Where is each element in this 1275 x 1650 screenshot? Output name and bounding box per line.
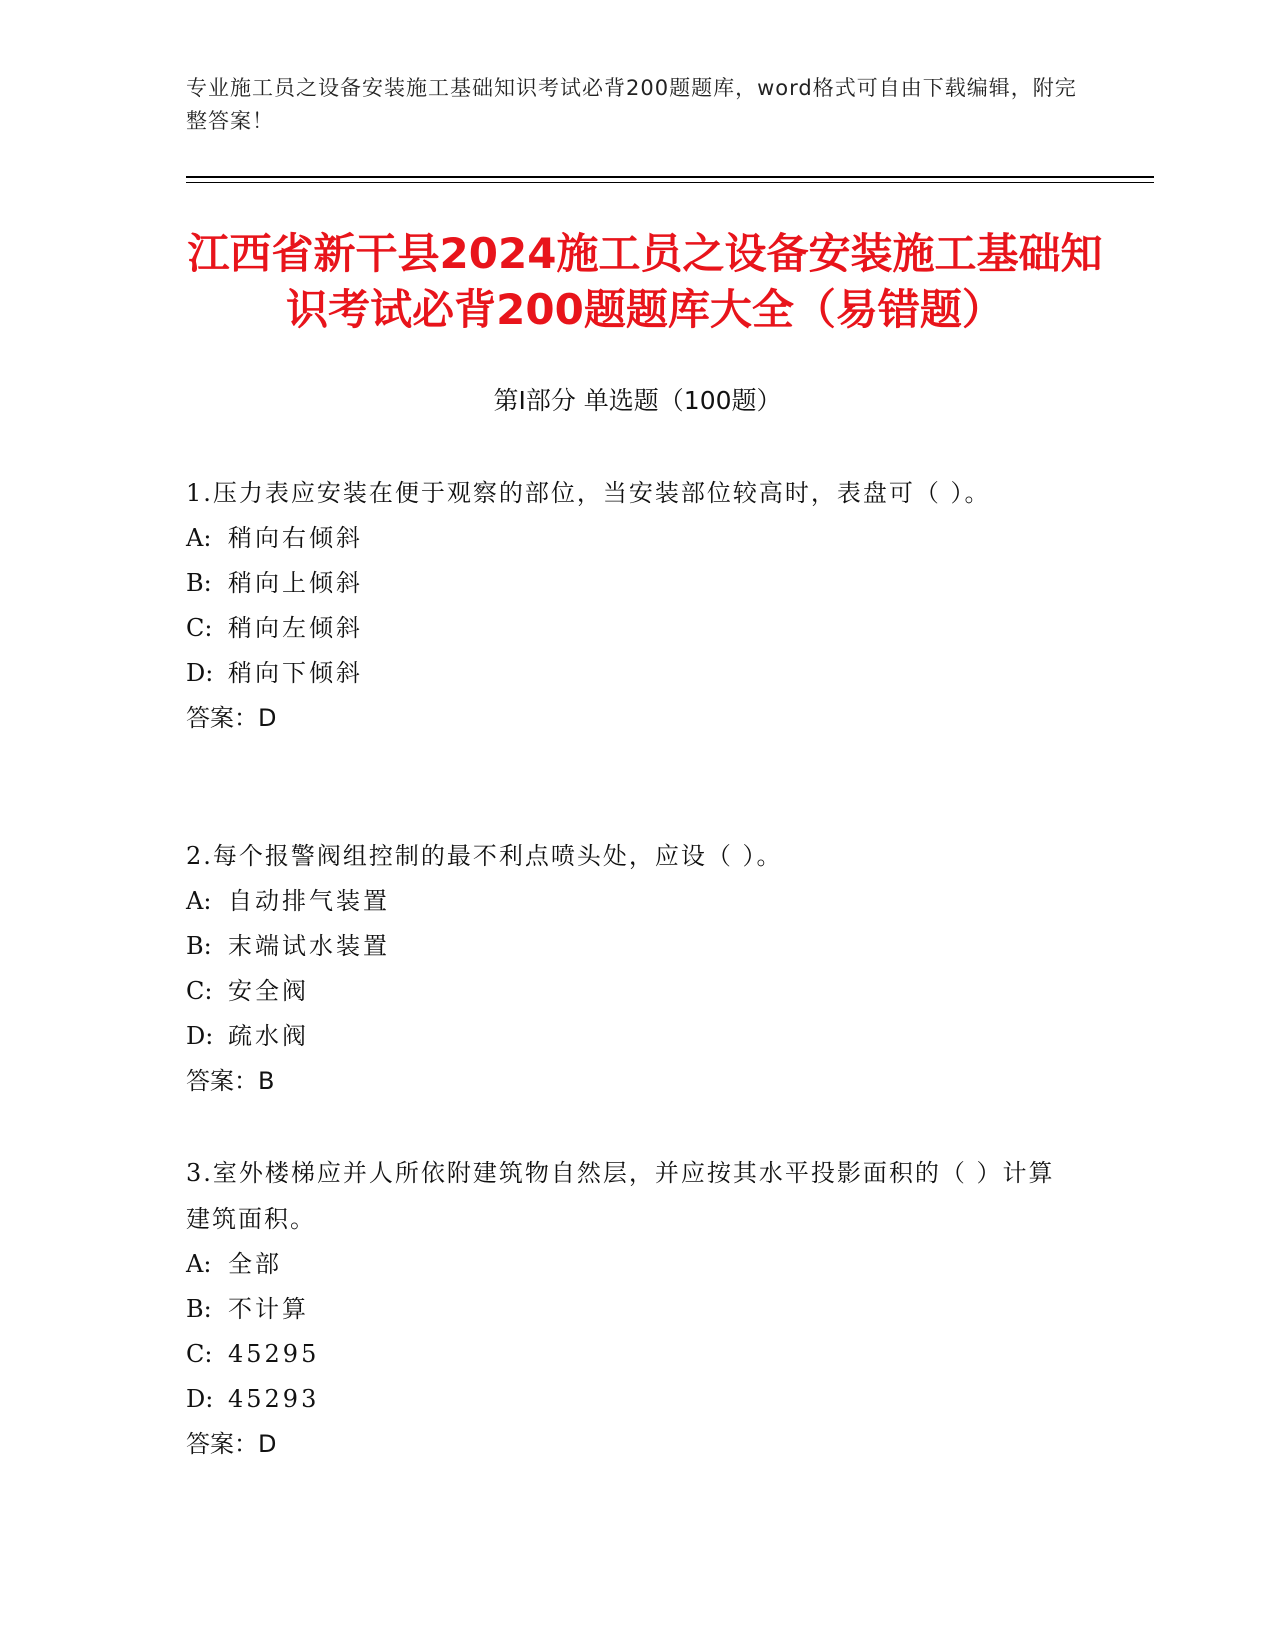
- answer-line: 答案：B: [186, 1067, 275, 1095]
- option-letter: B:: [186, 1295, 212, 1323]
- option-letter: A:: [186, 524, 212, 552]
- option-c: [186, 606, 1066, 651]
- option-letter: D:: [186, 1385, 214, 1413]
- option-letter: A:: [186, 887, 212, 915]
- option-letter: D:: [186, 1022, 214, 1050]
- question-item: [186, 833, 1066, 1104]
- option-letter: C:: [186, 614, 213, 642]
- answer-line: 答案：D: [186, 704, 277, 732]
- option-letter: D:: [186, 659, 214, 687]
- option-d: [186, 1377, 1066, 1422]
- option-letter: B:: [186, 932, 212, 960]
- question-item: [186, 470, 1066, 741]
- option-c: [186, 1332, 1066, 1377]
- question-stem: 1.压力表应安装在便于观察的部位，当安装部位较高时，表盘可（ ）。: [186, 479, 991, 507]
- option-c: [186, 969, 1066, 1014]
- option-letter: A:: [186, 1250, 212, 1278]
- header-divider-thin: [186, 182, 1154, 183]
- option-text: 稍向上倾斜: [228, 569, 363, 597]
- option-text: 不计算: [228, 1295, 309, 1323]
- option-letter: B:: [186, 569, 212, 597]
- option-text: 疏水阀: [228, 1022, 309, 1050]
- option-letter: C:: [186, 977, 213, 1005]
- option-text: 稍向左倾斜: [228, 614, 363, 642]
- option-b: [186, 1287, 1066, 1332]
- option-text: 安全阀: [228, 977, 309, 1005]
- document-title: 江西省新干县2024施工员之设备安装施工基础知识考试必背200题题库大全（易错题）: [187, 229, 1103, 334]
- section-heading: 第Ⅰ部分 单选题（100题）: [493, 386, 782, 415]
- header-note: 专业施工员之设备安装施工基础知识考试必背200题题库，word格式可自由下载编辑，附完整答案！: [186, 76, 1077, 133]
- option-text: 稍向右倾斜: [228, 524, 363, 552]
- option-b: [186, 924, 1066, 969]
- option-text: 末端试水装置: [228, 932, 390, 960]
- option-text: 45295: [228, 1340, 320, 1368]
- option-d: [186, 651, 1066, 696]
- answer-line: 答案：D: [186, 1430, 277, 1458]
- option-d: [186, 1014, 1066, 1059]
- option-text: 全部: [228, 1250, 282, 1278]
- question-stem: 2.每个报警阀组控制的最不利点喷头处，应设（ ）。: [186, 842, 783, 870]
- question-item: [186, 1150, 1066, 1467]
- question-stem: 3.室外楼梯应并人所依附建筑物自然层，并应按其水平投影面积的（ ）计算建筑面积。: [186, 1159, 1055, 1233]
- option-b: [186, 561, 1066, 606]
- option-text: 自动排气装置: [228, 887, 390, 915]
- option-a: [186, 1242, 1066, 1287]
- header-divider-thick: [186, 176, 1154, 178]
- option-a: [186, 516, 1066, 561]
- option-text: 45293: [228, 1385, 320, 1413]
- option-letter: C:: [186, 1340, 213, 1368]
- option-text: 稍向下倾斜: [228, 659, 363, 687]
- option-a: [186, 879, 1066, 924]
